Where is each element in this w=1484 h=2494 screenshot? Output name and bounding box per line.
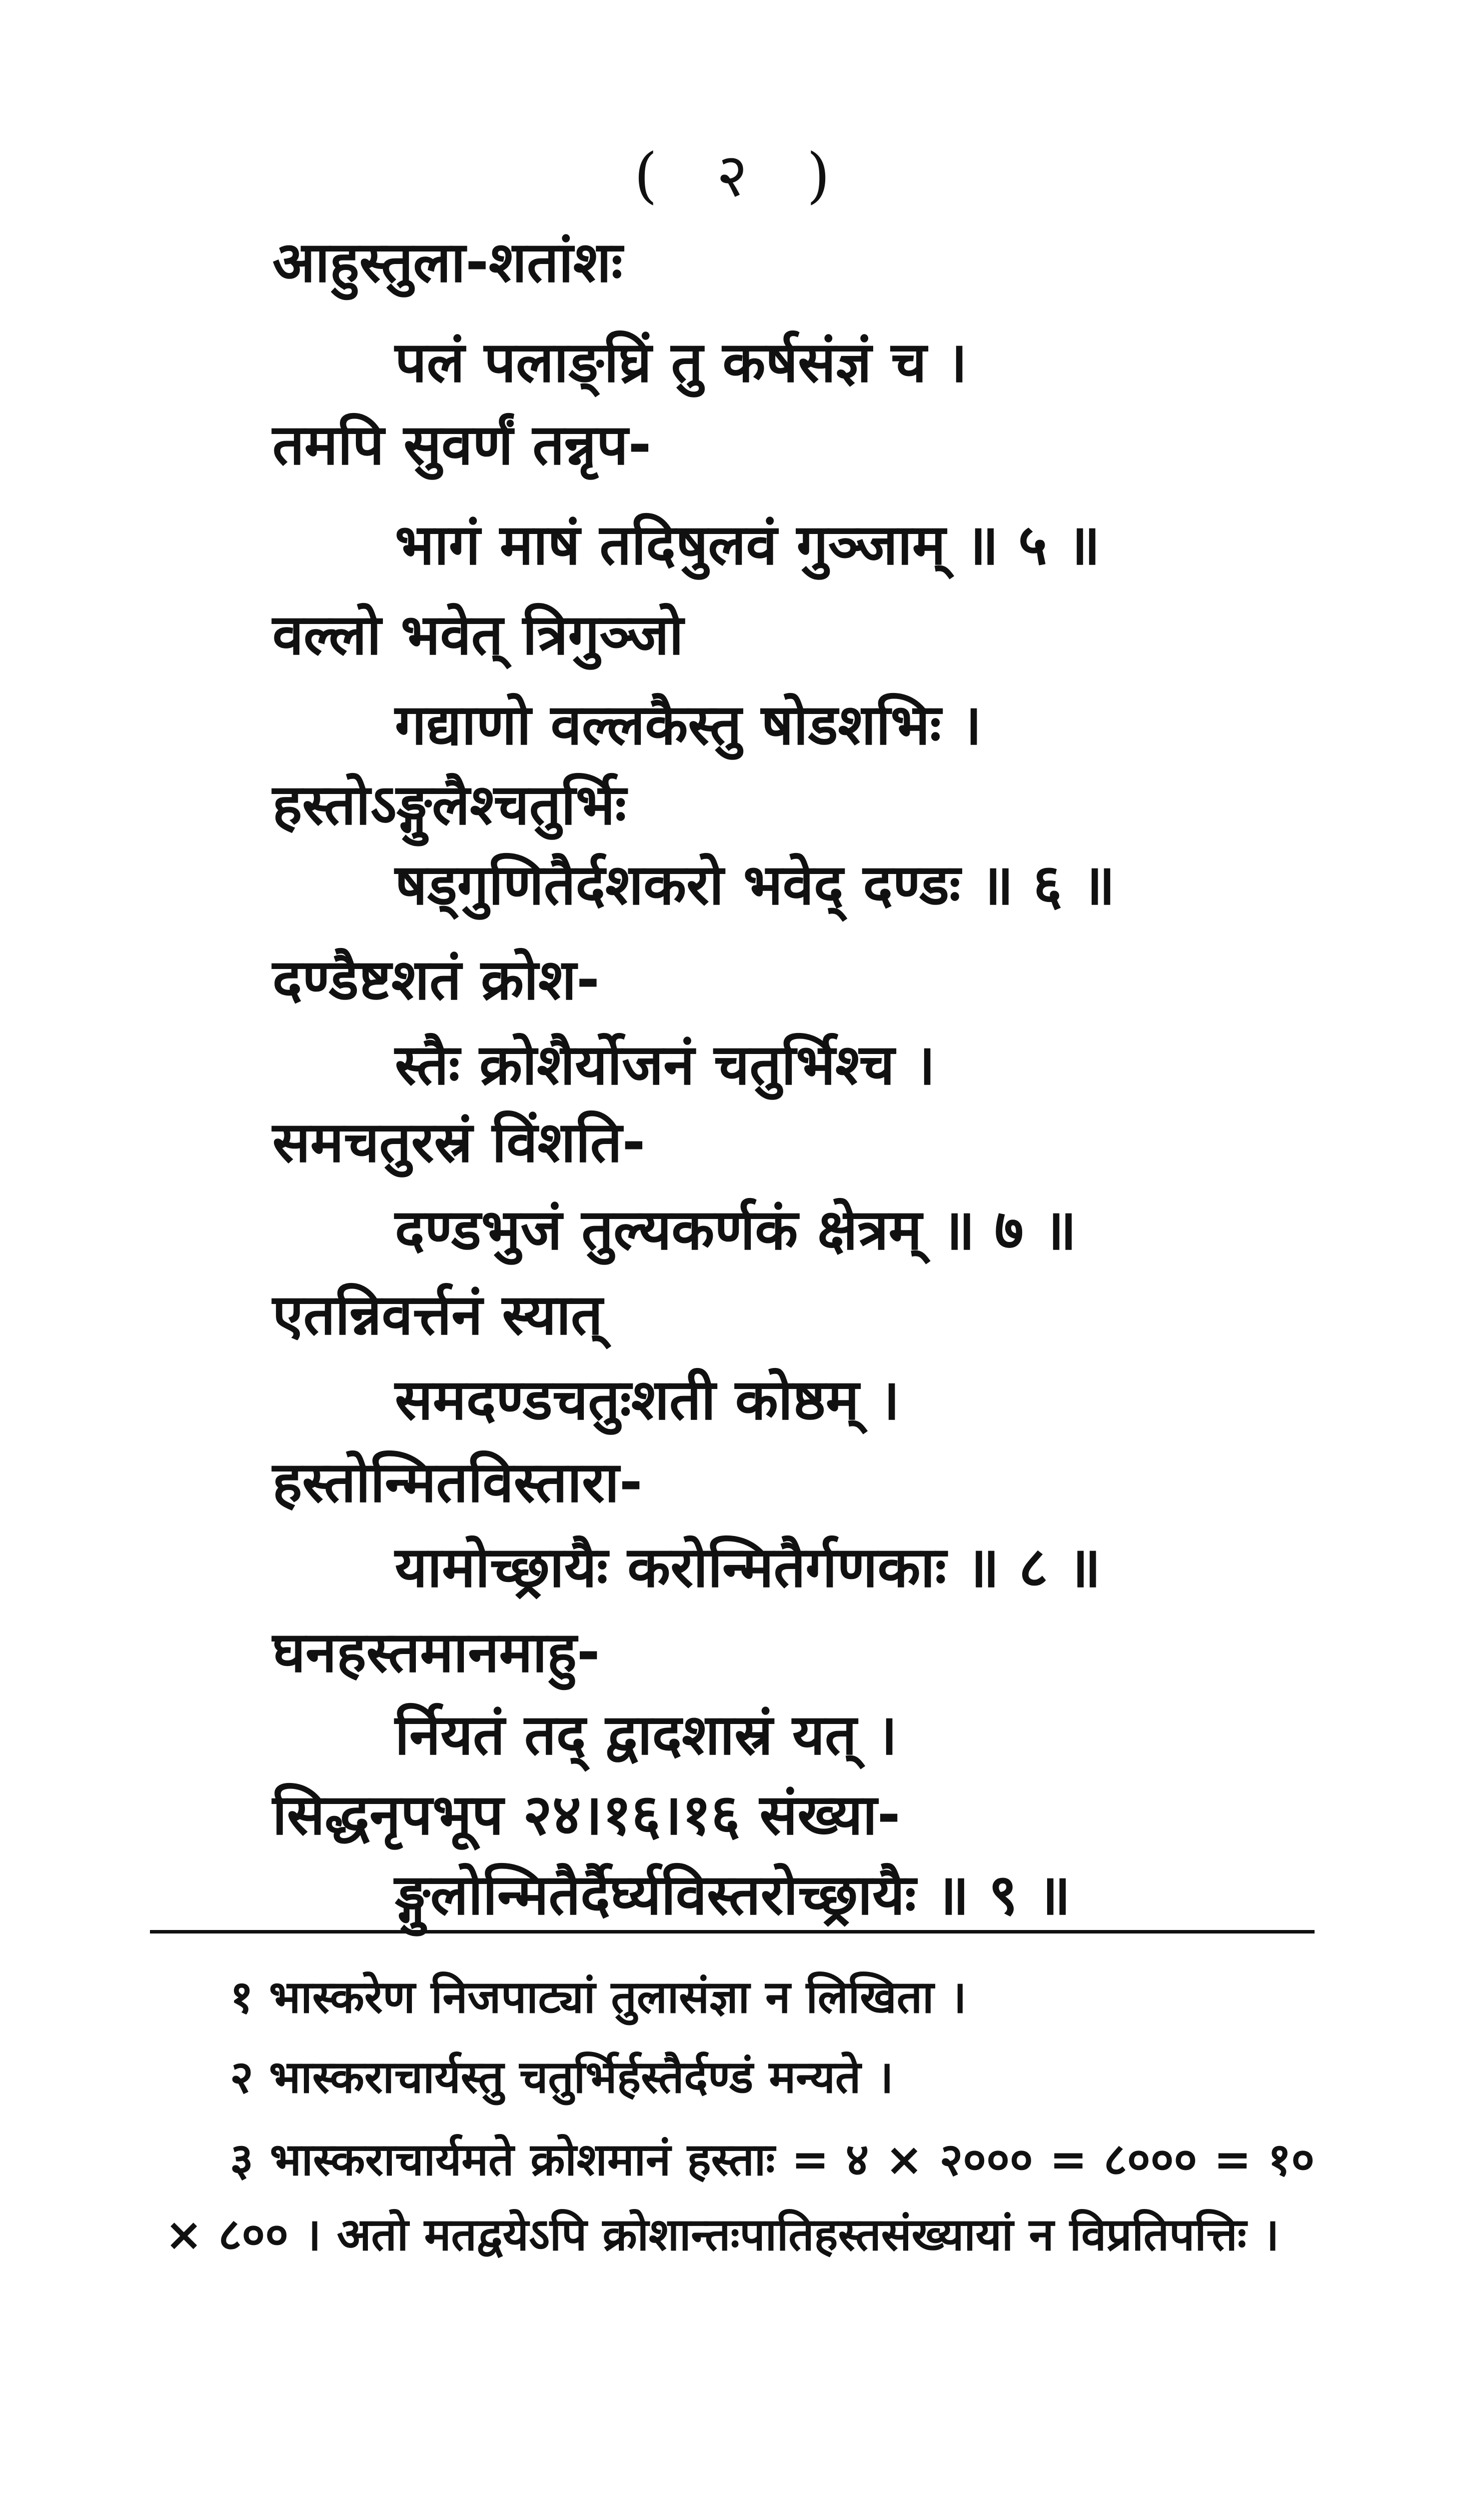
verse-line: दण्डैष्टशतं क्रोश- xyxy=(272,948,600,1012)
verse-line: स्तैः क्रोशैर्योजनं चतुर्भिश्च । xyxy=(395,1032,936,1098)
page-number: ( २ ) xyxy=(634,141,850,210)
footnote-divider xyxy=(150,1930,1315,1934)
verse-line: वल्लो भवेत् त्रिगुञ्जो xyxy=(272,602,684,668)
verse-line: समदण्डचतुःशती कोष्ठम् । xyxy=(395,1368,900,1432)
verse-line: ङ्गुलोन्मितैर्दैर्घ्यविस्तरोच्छ्रायैः ॥ ९ ॥ xyxy=(395,1862,1071,1928)
verse-line: पलं पलाङ्घ्रिं तु कर्षसंज्ञं च । xyxy=(395,330,968,395)
verse-line: तमपि सुवर्णं तन्नृप- xyxy=(272,412,652,478)
verse-line: र्नियतं तद् द्वादशास्रं यत् । xyxy=(395,1702,898,1768)
verse-line: दण्डभुजं तुल्यकर्णकं क्षेत्रम् ॥ ७ ॥ xyxy=(395,1198,1077,1262)
verse-line: समचतुरस्रं विंशति- xyxy=(272,1110,646,1175)
footnote-1: १ भास्करेण निजपाट्यां तुलासंज्ञा न लिखिता । xyxy=(230,1971,967,2024)
verse-line: घनहस्तमानमाहु- xyxy=(272,1620,600,1685)
verse-line: हस्तोऽङ्गुलैश्चतुर्भिः xyxy=(272,772,626,838)
verse-line: गद्याणो वल्लकैस्तु षोडशभिः । xyxy=(395,692,982,758)
footnote-3: ३ भास्कराचार्यमते क्रोशमानं हस्ताः = ४ × २००० = ८००० = १० × ८०० । अतो मतद्वयेऽपि क्रोशान्तःपातिहस्तसंख्यायां न विप्रतिपत्तिः । xyxy=(165,2134,1315,2261)
verse-line: भागं माषं तदिषुलवं गुञ्जाम् ॥ ५ ॥ xyxy=(395,512,1101,578)
verse-line: एतन्निवर्त्तनं स्यात् xyxy=(272,1282,603,1348)
verse-line: यामोच्छ्रायैः करोन्मितैर्गणकाः ॥ ८ ॥ xyxy=(395,1535,1101,1600)
verse-line: हस्तोन्मितविस्तारा- xyxy=(272,1450,643,1515)
verse-line: आहुस्तुला-शतांशः xyxy=(272,230,623,295)
verse-line: षड्गुणितैर्दशकरो भवेद् दण्डः ॥ ६ ॥ xyxy=(395,852,1116,918)
verse-line: सिद्धनृपभूप २४।१६।१६ संख्या- xyxy=(272,1782,901,1848)
footnote-2: २ भास्कराचार्यस्तु चतुर्भिर्हस्तैर्दण्डं मन्यते । xyxy=(230,2051,894,2104)
